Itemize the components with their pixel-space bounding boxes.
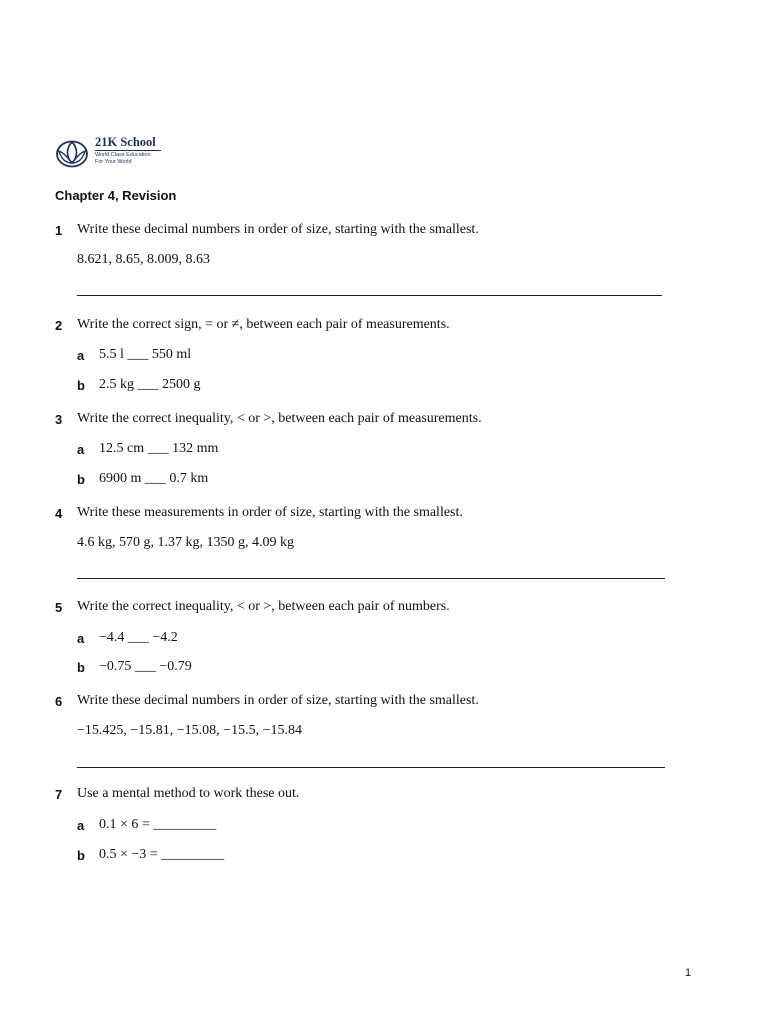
logo-tagline-line-1: World Class Education [95,152,151,158]
question-text: Write these decimal numbers in order of size, starting with the smallest. [77,222,479,237]
question-text: Write these measurements in order of size, starting with the smallest. [77,505,463,520]
lotus-logo-icon [55,135,91,169]
logo-divider [95,150,161,151]
part-text: −4.4 ___ −4.2 [99,630,178,645]
part-text: 0.1 × 6 = _________ [99,817,217,832]
part-label: a [77,348,85,363]
question-number: 6 [55,694,63,709]
number-list: 8.621, 8.65, 8.009, 8.63 [77,252,210,267]
question-text: Write the correct inequality, < or >, between each pair of measurements. [77,411,482,426]
question-number: 4 [55,506,63,521]
part-text: 5.5 l ___ 550 ml [99,347,192,362]
part-label: b [77,660,85,675]
question-text: Write the correct inequality, < or >, between each pair of numbers. [77,599,450,614]
answer-line[interactable] [77,578,665,579]
question-number: 1 [55,223,63,238]
question-number: 2 [55,318,63,333]
question-text: Use a mental method to work these out. [77,786,300,801]
answer-line[interactable] [77,295,662,296]
page-number: 1 [685,967,692,979]
part-text: −0.75 ___ −0.79 [99,659,192,674]
part-label: a [77,442,85,457]
part-label: a [77,818,85,833]
chapter-title: Chapter 4, Revision [55,188,177,203]
question-number: 5 [55,600,63,615]
part-label: b [77,472,85,487]
part-text: 12.5 cm ___ 132 mm [99,441,219,456]
question-text: Write these decimal numbers in order of size, starting with the smallest. [77,693,479,708]
logo-title: 21K School [95,135,156,149]
logo-tagline-line-2: For Your World [95,159,132,165]
logo-tagline [95,152,151,166]
part-label: b [77,378,85,393]
school-logo [55,135,185,171]
question-number: 7 [55,787,63,802]
question-number: 3 [55,412,63,427]
part-label: b [77,848,85,863]
answer-line[interactable] [77,767,665,768]
number-list: −15.425, −15.81, −15.08, −15.5, −15.84 [77,723,302,738]
part-label: a [77,631,85,646]
part-text: 6900 m ___ 0.7 km [99,471,209,486]
question-text: Write the correct sign, = or ≠, between each pair of measurements. [77,317,450,332]
part-text: 0.5 × −3 = _________ [99,847,225,862]
measurement-list: 4.6 kg, 570 g, 1.37 kg, 1350 g, 4.09 kg [77,535,294,550]
part-text: 2.5 kg ___ 2500 g [99,377,201,392]
